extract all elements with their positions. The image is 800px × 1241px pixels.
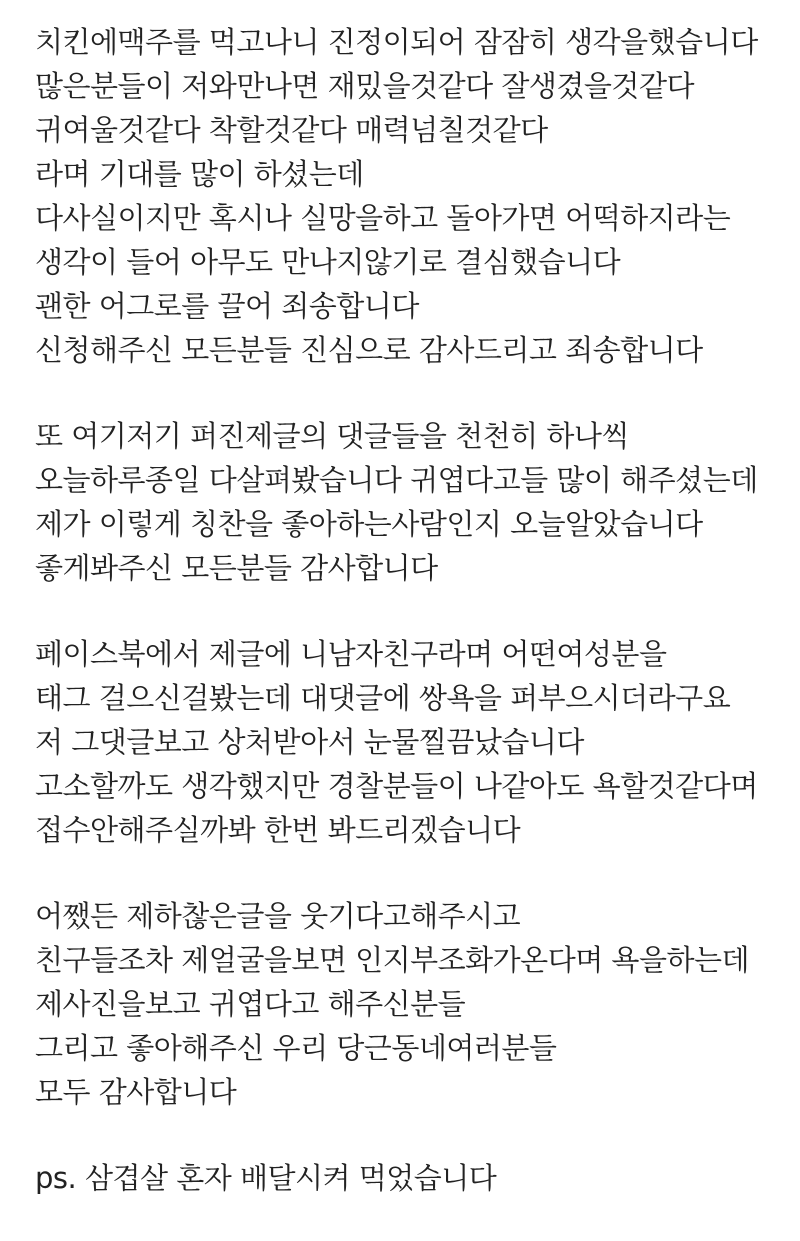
text-line: 라며 기대를 많이 하셨는데 — [35, 157, 364, 191]
text-line: 친구들조차 제얼굴을보면 인지부조화가온다며 욕을하는데 — [35, 943, 750, 977]
text-line: 또 여기저기 퍼진제글의 댓글들을 천천히 하나씩 — [35, 419, 629, 453]
text-line: 고소할까도 생각했지만 경찰분들이 나같아도 욕할것같다며 — [35, 769, 758, 803]
text-line: 페이스북에서 제글에 니남자친구라며 어떤여성분을 — [35, 637, 667, 671]
text-line: 생각이 들어 아무도 만나지않기로 결심했습니다 — [35, 245, 621, 279]
postscript-line: ps. 삼겹살 혼자 배달시켜 먹었습니다 — [35, 1161, 497, 1195]
text-line: 오늘하루종일 다살펴봤습니다 귀엽다고들 많이 해주셨는데 — [35, 463, 758, 497]
text-line: 좋게봐주신 모든분들 감사합니다 — [35, 551, 438, 585]
text-line: 그리고 좋아해주신 우리 당근동네여러분들 — [35, 1031, 557, 1065]
text-line: 많은분들이 저와만나면 재밌을것같다 잘생겼을것같다 — [35, 69, 694, 103]
text-line: 치킨에맥주를 먹고나니 진정이되어 잠잠히 생각을했습니다 — [35, 25, 758, 59]
text-line: 다사실이지만 혹시나 실망을하고 돌아가면 어떡하지라는 — [35, 201, 731, 235]
text-line: 신청해주신 모든분들 진심으로 감사드리고 죄송합니다 — [35, 333, 703, 367]
text-line: 괜한 어그로를 끌어 죄송합니다 — [35, 289, 419, 323]
text-line: 접수안해주실까봐 한번 봐드리겠습니다 — [35, 813, 521, 847]
text-line: 귀여울것같다 착할것같다 매력넘칠것같다 — [35, 113, 548, 147]
text-line: 저 그댓글보고 상처받아서 눈물찔끔났습니다 — [35, 725, 584, 759]
text-line: 태그 걸으신걸봤는데 대댓글에 쌍욕을 퍼부으시더라구요 — [35, 681, 731, 715]
text-line: 모두 감사합니다 — [35, 1075, 237, 1109]
text-line: 제가 이렇게 칭찬을 좋아하는사람인지 오늘알았습니다 — [35, 507, 703, 541]
text-line: 어쨌든 제하찮은글을 웃기다고해주시고 — [35, 899, 521, 933]
text-line: 제사진을보고 귀엽다고 해주신분들 — [35, 987, 466, 1021]
